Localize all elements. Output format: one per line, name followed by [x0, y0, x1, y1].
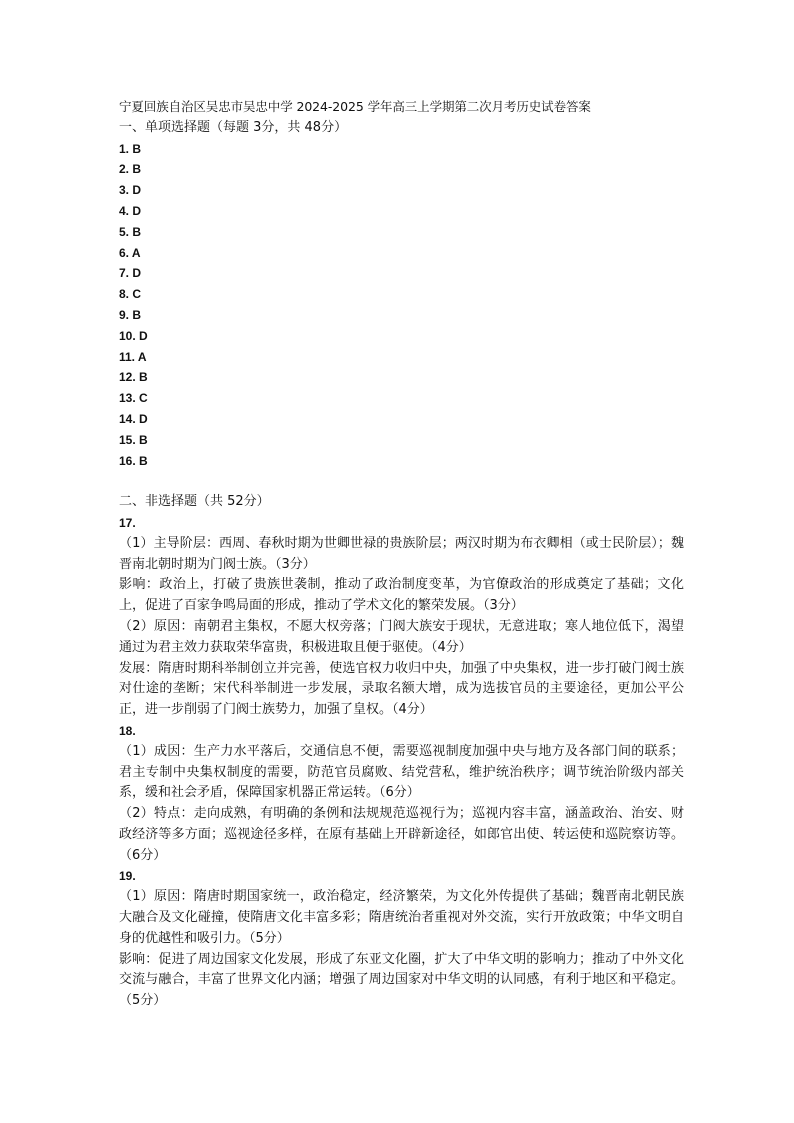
answer-paragraph: 发展：隋唐时期科举制创立并完善，使选官权力收归中央，加强了中央集权，进一步打破门阀士族对仕途的垄断；宋代科举制进一步发展，录取名额大增，成为选拔官员的主要途径，更加公平公正，进一步削弱了门阀士族势力，加强了皇权。（4分） [119, 660, 684, 718]
spacer [119, 471, 684, 492]
section-2-heading: 二、非选择题（共 52分） [119, 494, 270, 510]
answer-item: 16. B [119, 453, 148, 468]
answer-item: 13. C [119, 391, 148, 406]
question-17 [119, 513, 684, 721]
answer-item: 9. B [119, 307, 142, 322]
answer-item: 11. A [119, 349, 147, 364]
answer-item: 2. B [119, 162, 142, 177]
question-19 [119, 866, 684, 1012]
question-18 [119, 721, 684, 867]
answer-item: 7. D [119, 266, 142, 281]
answer-item: 4. D [119, 203, 142, 218]
document-title: 宁夏回族自治区吴忠市吴忠中学 2024-2025 学年高三上学期第二次月考历史试卷答案 [119, 99, 591, 114]
answer-item: 14. D [119, 411, 148, 426]
question-number: 17. [119, 515, 136, 530]
answer-item: 1. B [119, 141, 142, 156]
answer-paragraph: （1）主导阶层：西周、春秋时期为世卿世禄的贵族阶层；两汉时期为布衣卿相（或士民阶层）；魏晋南北朝时期为门阀士族。（3分） [119, 535, 684, 572]
question-number: 19. [119, 869, 136, 884]
answer-paragraph: 影响：促进了周边国家文化发展，形成了东亚文化圈，扩大了中华文明的影响力；推动了中外文化交流与融合，丰富了世界文化内涵；增强了周边国家对中华文明的认同感，有利于地区和平稳定。（5分） [119, 951, 684, 1009]
answer-item: 8. C [119, 287, 142, 302]
section-1-heading: 一、单项选择题（每题 3分，共 48分） [119, 119, 348, 135]
answer-item: 3. D [119, 183, 142, 198]
answer-sheet [119, 97, 684, 1012]
answer-paragraph: 影响：政治上，打破了贵族世袭制，推动了政治制度变革，为官僚政治的形成奠定了基础；文化上，促进了百家争鸣局面的形成，推动了学术文化的繁荣发展。（3分） [119, 577, 684, 614]
question-number: 18. [119, 723, 136, 738]
answer-paragraph: （1）原因：隋唐时期国家统一，政治稳定，经济繁荣，为文化外传提供了基础；魏晋南北朝民族大融合及文化碰撞，使隋唐文化丰富多彩；隋唐统治者重视对外交流，实行开放政策；中华文明自身的优越性和吸引力。（5分） [119, 889, 684, 946]
answer-item: 12. B [119, 370, 148, 385]
answer-item: 15. B [119, 432, 148, 447]
answer-paragraph: （2）原因：南朝君主集权，不愿大权旁落；门阀大族安于现状，无意进取；寒人地位低下，渴望通过为君主效力获取荣华富贵，积极进取且便于驱使。（4分） [119, 618, 684, 655]
answer-item: 10. D [119, 328, 148, 343]
answer-list [119, 139, 684, 472]
answer-item: 5. B [119, 224, 142, 239]
answer-paragraph: （2）特点：走向成熟，有明确的条例和法规规范巡视行为；巡视内容丰富，涵盖政治、治安、财政经济等多方面；巡视途径多样，在原有基础上开辟新途径，如郎官出使、转运使和巡院察访等。（6分） [119, 806, 684, 863]
answer-item: 6. A [119, 245, 141, 260]
answer-paragraph: （1）成因：生产力水平落后，交通信息不便，需要巡视制度加强中央与地方及各部门间的联系；君主专制中央集权制度的需要，防范官员腐败、结党营私，维护统治秩序；调节统治阶级内部关系，缓和社会矛盾，保障国家机器正常运转。（6分） [119, 743, 684, 801]
